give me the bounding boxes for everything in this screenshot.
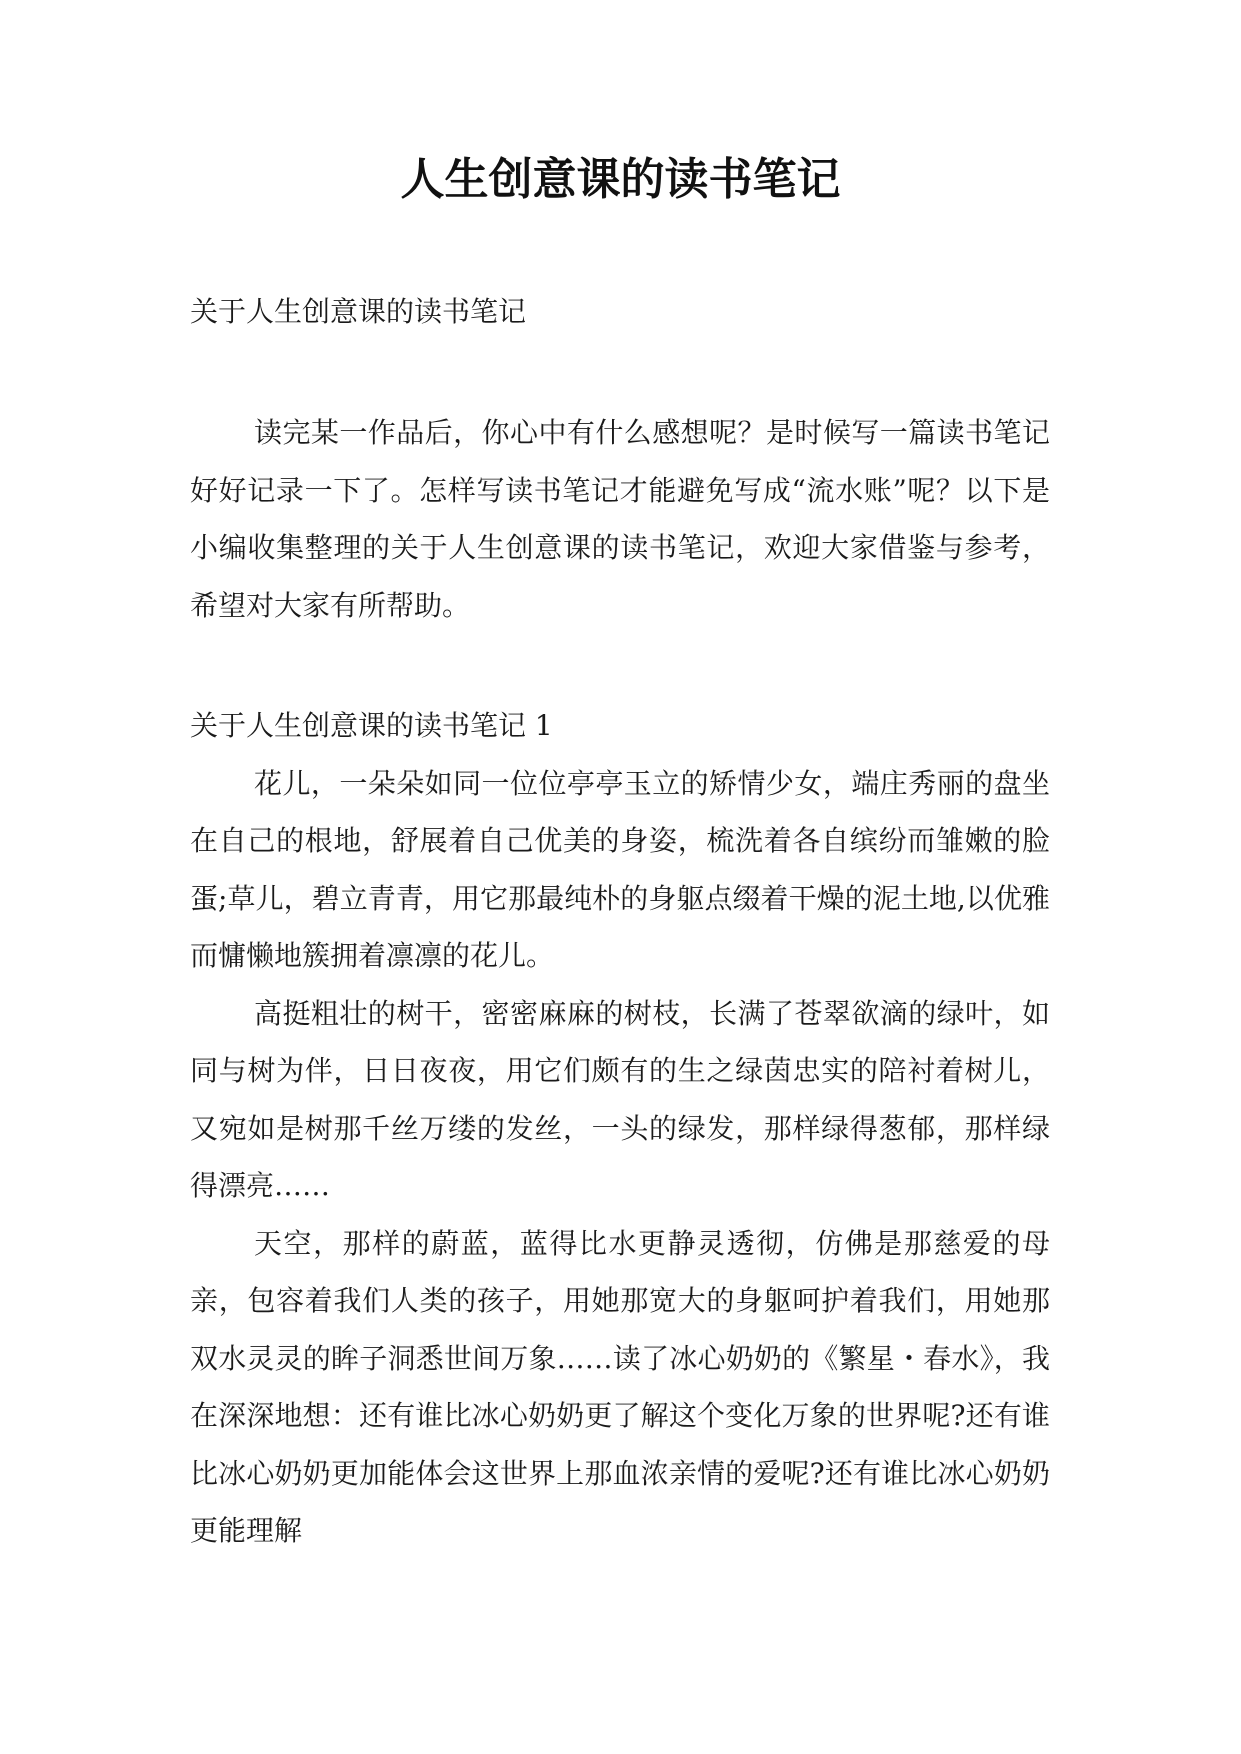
section-1 bbox=[190, 697, 1050, 1560]
document-title: 人生创意课的读书笔记 bbox=[400, 154, 841, 205]
body-paragraph: 高挺粗壮的树干，密密麻麻的树枝，长满了苍翠欲滴的绿叶，如同与树为伴，日日夜夜，用它们颇有的生之绿茵忠实的陪衬着树儿，又宛如是树那千丝万缕的发丝，一头的绿发，那样绿得葱郁，那样绿得漂亮…… bbox=[190, 996, 1050, 1202]
intro-paragraph: 读完某一作品后，你心中有什么感想呢？是时候写一篇读书笔记好好记录一下了。怎样写读书笔记才能避免写成“流水账”呢？以下是小编收集整理的关于人生创意课的读书笔记，欢迎大家借鉴与参考，希望对大家有所帮助。 bbox=[190, 416, 1050, 622]
section-heading: 关于人生创意课的读书笔记 1 bbox=[190, 709, 553, 742]
body-paragraph: 花儿，一朵朵如同一位位亭亭玉立的矫情少女，端庄秀丽的盘坐在自己的根地，舒展着自己优美的身姿，梳洗着各自缤纷而雏嫩的脸蛋;草儿，碧立青青，用它那最纯朴的身躯点缀着干燥的泥土地,以优雅而慵懒地簇拥着凛凛的花儿。 bbox=[190, 766, 1050, 972]
body-paragraph: 天空，那样的蔚蓝，蓝得比水更静灵透彻，仿佛是那慈爱的母亲，包容着我们人类的孩子，用她那宽大的身躯呵护着我们，用她那双水灵灵的眸子洞悉世间万象……读了冰心奶奶的《繁星・春水》，我在深深地想：还有谁比冰心奶奶更了解这个变化万象的世界呢?还有谁比冰心奶奶更加能体会这世界上那血浓亲情的爱呢?还有谁比冰心奶奶更能理解 bbox=[190, 1226, 1050, 1547]
intro-block bbox=[190, 404, 1050, 634]
document-subtitle: 关于人生创意课的读书笔记 bbox=[190, 295, 527, 328]
